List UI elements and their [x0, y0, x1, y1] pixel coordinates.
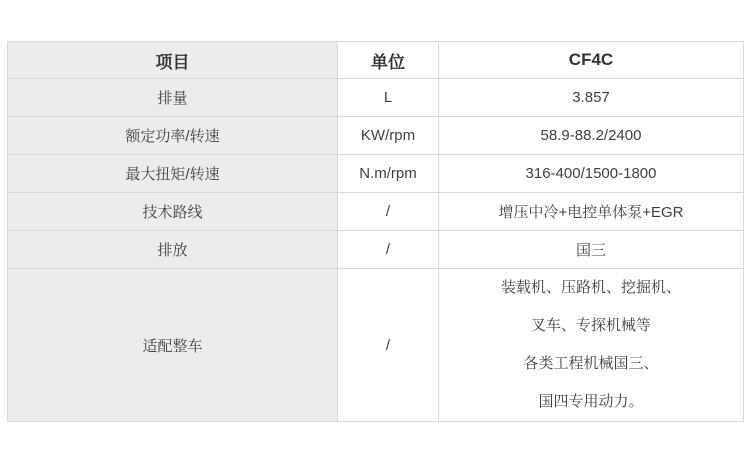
cell-unit: N.m/rpm	[338, 155, 439, 193]
cell-value: 增压中冷+电控单体泵+EGR	[439, 193, 744, 231]
cell-item: 适配整车	[8, 269, 338, 422]
cell-value: 58.9-88.2/2400	[439, 117, 744, 155]
cell-item: 排量	[8, 79, 338, 117]
cell-unit: /	[338, 231, 439, 269]
cell-value: 316-400/1500-1800	[439, 155, 744, 193]
table-row-tech-route	[8, 193, 744, 231]
cell-unit: KW/rpm	[338, 117, 439, 155]
cell-value: 3.857	[439, 79, 744, 117]
column-header-unit: 单位	[338, 42, 439, 79]
value-line: 叉车、专探机械等	[530, 317, 651, 334]
value-line: 各类工程机械国三、	[523, 355, 659, 372]
value-line: 装载机、压路机、挖掘机、	[500, 279, 681, 296]
cell-unit: L	[338, 79, 439, 117]
cell-value	[439, 269, 744, 422]
table-row-rated-power	[8, 117, 744, 155]
cell-item: 额定功率/转速	[8, 117, 338, 155]
value-multiline	[439, 269, 743, 421]
table-row-displacement	[8, 79, 744, 117]
header-row	[8, 42, 744, 79]
column-header-item: 项目	[8, 42, 338, 79]
cell-value: 国三	[439, 231, 744, 269]
table-row-max-torque	[8, 155, 744, 193]
cell-item: 技术路线	[8, 193, 338, 231]
column-header-model: CF4C	[439, 42, 744, 79]
table-row-emission	[8, 231, 744, 269]
cell-unit: /	[338, 269, 439, 422]
cell-unit: /	[338, 193, 439, 231]
cell-item: 排放	[8, 231, 338, 269]
engine-spec-table	[7, 41, 744, 422]
value-line: 国四专用动力。	[538, 393, 644, 410]
table-row-applications	[8, 269, 744, 422]
cell-item: 最大扭矩/转速	[8, 155, 338, 193]
